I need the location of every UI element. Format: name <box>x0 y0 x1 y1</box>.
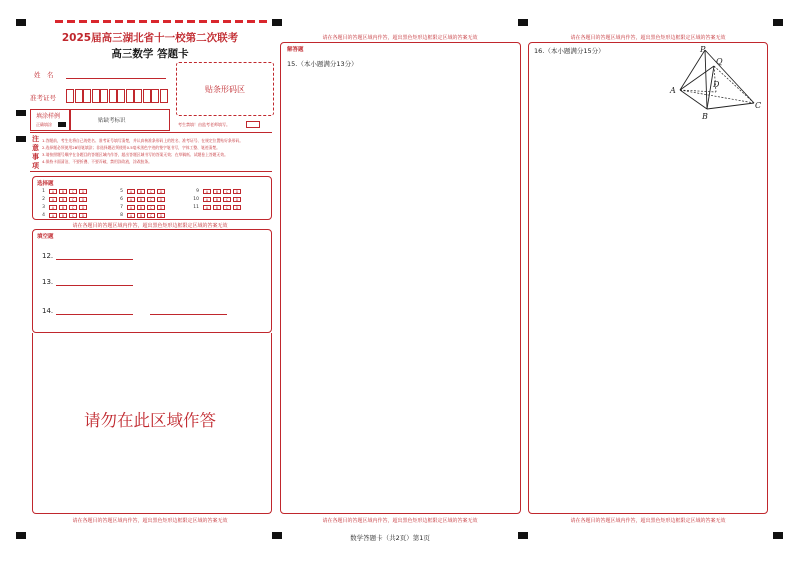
alignment-mark-top-right1 <box>518 19 528 26</box>
choice-option-bubble[interactable]: D <box>79 189 87 194</box>
choice-option-bubble[interactable]: A <box>203 189 211 194</box>
id-label: 准考证号 <box>30 94 56 102</box>
vertex-label-C: C <box>755 101 762 110</box>
choice-option-bubble[interactable]: A <box>127 213 135 218</box>
alignment-mark-left1 <box>16 110 26 116</box>
notice-heading-2: 意 <box>32 144 39 152</box>
id-digit-cell[interactable] <box>92 89 100 103</box>
q13-label: 13. <box>42 278 54 286</box>
choice-question-number: 1 <box>42 189 45 194</box>
choice-option-bubble[interactable]: B <box>213 197 221 202</box>
id-digit-cell[interactable] <box>117 89 125 103</box>
fill-blank-heading: 填空题 <box>37 234 54 240</box>
choice-option-bubble[interactable]: C <box>223 189 231 194</box>
choice-option-bubble[interactable]: C <box>223 205 231 210</box>
choice-option-bubble[interactable]: A <box>49 197 57 202</box>
page-footer: 数学答题卡（共2页）第1页 <box>350 534 430 542</box>
choice-question-row <box>38 197 87 202</box>
q14-answer-line-2[interactable] <box>150 314 227 315</box>
answer-section-15[interactable] <box>280 42 521 514</box>
header-dash-bar <box>55 20 267 23</box>
choice-option-bubble[interactable]: B <box>213 189 221 194</box>
choice-question-row <box>192 189 241 194</box>
choice-option-bubble[interactable]: B <box>213 205 221 210</box>
choice-question-number: 5 <box>120 189 123 194</box>
q14-label: 14. <box>42 307 54 315</box>
id-digit-cell[interactable] <box>109 89 117 103</box>
q15-label: 15.（本小题满分13分） <box>287 60 358 68</box>
do-not-answer-text: 请勿在此区域作答 <box>84 411 216 430</box>
q12-answer-line[interactable] <box>56 259 133 260</box>
notice-line-4: 4.保持卡面清洁，不要折叠、不要弄破，禁用涂改液，涂改胶条。 <box>42 159 152 164</box>
answer-section-heading: 解答题 <box>287 47 304 53</box>
choice-option-bubble[interactable]: B <box>137 205 145 210</box>
choice-question-number: 9 <box>196 189 199 194</box>
choice-option-bubble[interactable]: C <box>69 189 77 194</box>
id-digit-cell[interactable] <box>83 89 91 103</box>
id-digit-cell[interactable] <box>75 89 83 103</box>
choice-question-row <box>116 205 165 210</box>
geometry-figure <box>666 42 766 122</box>
fill-example-label: 填涂样例 <box>36 113 61 120</box>
correct-fill-sample <box>58 122 66 127</box>
choice-option-bubble[interactable]: C <box>69 213 77 218</box>
choice-question-number: 6 <box>120 197 123 202</box>
choice-question-row <box>38 189 87 194</box>
id-digit-cell[interactable] <box>151 89 159 103</box>
vertex-label-B: B <box>702 112 708 121</box>
edge-AB <box>680 90 707 109</box>
choice-option-bubble[interactable]: B <box>59 213 67 218</box>
vertex-label-A: A <box>670 86 676 95</box>
choice-question-number: 10 <box>193 197 199 202</box>
choice-option-bubble[interactable]: B <box>137 189 145 194</box>
alignment-mark-left2 <box>16 136 26 142</box>
name-label: 姓 名 <box>34 71 54 79</box>
choice-option-bubble[interactable]: B <box>137 213 145 218</box>
edge-PA <box>680 50 705 90</box>
vertex-label-Q: Q <box>716 57 723 66</box>
id-digit-cell[interactable] <box>66 89 74 103</box>
choice-question-number: 7 <box>120 205 123 210</box>
choice-option-bubble[interactable]: C <box>147 205 155 210</box>
choice-option-bubble[interactable]: B <box>137 197 145 202</box>
choice-option-bubble[interactable]: A <box>127 197 135 202</box>
choice-question-number: 3 <box>42 205 45 210</box>
choice-option-bubble[interactable]: D <box>79 213 87 218</box>
warn-strip-mid-top: 请在各题目的答题区域内作答，超出黑色矩形边框限定区域的答案无效 <box>322 35 478 41</box>
notice-heading-4: 项 <box>32 162 39 170</box>
choice-option-bubble[interactable]: A <box>127 205 135 210</box>
correct-fill-label: 正确填涂 <box>36 122 52 127</box>
vertex-label-P: P <box>700 45 706 54</box>
choice-option-bubble[interactable]: C <box>223 197 231 202</box>
warn-strip-mid-bottom: 请在各题目的答题区域内作答，超出黑色矩形边框限定区域的答案无效 <box>322 518 478 524</box>
choice-option-bubble[interactable]: A <box>49 189 57 194</box>
choice-option-bubble[interactable]: D <box>79 205 87 210</box>
absent-checkbox[interactable] <box>246 121 260 128</box>
warn-strip-right-top: 请在各题目的答题区域内作答，超出黑色矩形边框限定区域的答案无效 <box>570 35 726 41</box>
choice-question-row <box>192 197 241 202</box>
choice-question-number: 4 <box>42 213 45 218</box>
notice-line-1: 1.答题前，考生先将自己的姓名、准考证号填写清楚，并认真核准条形码上的姓名、准考证号、在规定位置贴好条形码。 <box>42 138 244 143</box>
choice-option-bubble[interactable]: B <box>59 205 67 210</box>
choice-option-bubble[interactable]: C <box>69 197 77 202</box>
choice-option-bubble[interactable]: A <box>49 205 57 210</box>
alignment-mark-tr <box>773 19 783 26</box>
choice-option-bubble[interactable]: B <box>59 189 67 194</box>
q13-answer-line[interactable] <box>56 285 133 286</box>
choice-option-bubble[interactable]: C <box>147 189 155 194</box>
choice-question-row <box>38 213 87 218</box>
choice-option-bubble[interactable]: A <box>203 205 211 210</box>
choice-option-bubble[interactable]: D <box>233 205 241 210</box>
edge-AC-hidden <box>680 90 754 103</box>
exam-title: 2025届高三湖北省十一校第二次联考 <box>61 32 239 44</box>
choice-option-bubble[interactable]: D <box>157 205 165 210</box>
edge-QC-hidden <box>714 66 754 103</box>
choice-question-row <box>116 197 165 202</box>
q14-answer-line-1[interactable] <box>56 314 133 315</box>
card-title: 高三数学 答题卡 <box>111 48 189 60</box>
alignment-mark-bottom-mid <box>272 532 282 539</box>
alignment-mark-tl <box>16 19 26 26</box>
fill-blank-section <box>32 229 272 333</box>
id-digit-cell[interactable] <box>160 89 168 103</box>
choice-option-bubble[interactable]: A <box>127 189 135 194</box>
notice-heading-3: 事 <box>32 153 39 161</box>
choice-question-number: 2 <box>42 197 45 202</box>
warn-strip-left-1: 请在各题目的答题区域内作答，超出黑色矩形边框限定区域的答案无效 <box>72 223 228 229</box>
alignment-mark-bl <box>16 532 26 539</box>
notice-heading-1: 注 <box>32 135 39 143</box>
choice-question-row <box>116 213 165 218</box>
edge-PB <box>705 50 707 109</box>
choice-option-bubble[interactable]: D <box>233 197 241 202</box>
choice-option-bubble[interactable]: A <box>49 213 57 218</box>
choice-option-bubble[interactable]: D <box>79 197 87 202</box>
barcode-label: 贴条形码区 <box>205 84 245 94</box>
missing-exam-label: 贴缺考标识 <box>98 118 126 124</box>
choice-option-bubble[interactable]: D <box>157 213 165 218</box>
id-digit-cell[interactable] <box>134 89 142 103</box>
alignment-mark-bottom-right1 <box>518 532 528 539</box>
edge-AQ <box>680 66 714 90</box>
choice-heading: 选择题 <box>37 181 54 187</box>
choice-question-row <box>116 189 165 194</box>
choice-option-bubble[interactable]: C <box>147 197 155 202</box>
alignment-mark-top-mid <box>272 19 282 26</box>
vertex-label-D: D <box>713 80 720 89</box>
absent-note: 考生禁填！由监考老师填写。 <box>178 122 230 127</box>
id-digit-cell[interactable] <box>126 89 134 103</box>
barcode-area <box>176 62 274 116</box>
warn-strip-right-bottom: 请在各题目的答题区域内作答，超出黑色矩形边框限定区域的答案无效 <box>570 518 726 524</box>
id-digit-cell[interactable] <box>143 89 151 103</box>
q16-label: 16.（本小题满分15分） <box>534 47 605 55</box>
alignment-mark-br <box>773 532 783 539</box>
warn-strip-left-2: 请在各题目的答题区域内作答，超出黑色矩形边框限定区域的答案无效 <box>72 518 228 524</box>
choice-option-bubble[interactable]: C <box>69 205 77 210</box>
choice-option-bubble[interactable]: D <box>157 189 165 194</box>
choice-option-bubble[interactable]: D <box>157 197 165 202</box>
choice-question-number: 8 <box>120 213 123 218</box>
choice-option-bubble[interactable]: D <box>233 189 241 194</box>
notice-line-3: 3.请按照题号顺序在各题目的答题区域内作答，超出答题区域书写的答案无效；在草稿纸、试题卷上答题无效。 <box>42 152 228 157</box>
choice-option-bubble[interactable]: C <box>147 213 155 218</box>
name-field-line[interactable] <box>66 78 166 79</box>
choice-question-row <box>38 205 87 210</box>
choice-option-bubble[interactable]: B <box>59 197 67 202</box>
edge-BC <box>707 103 754 109</box>
choice-question-number: 11 <box>193 205 199 210</box>
choice-option-bubble[interactable]: A <box>203 197 211 202</box>
choice-question-row <box>192 205 241 210</box>
q12-label: 12. <box>42 252 54 260</box>
notice-line-2: 2.选择题必须使用2B铅笔填涂；非选择题必须使用0.5毫米黑色字迹的签字笔书写，字体工整、笔迹清楚。 <box>42 145 220 150</box>
id-digit-cell[interactable] <box>100 89 108 103</box>
